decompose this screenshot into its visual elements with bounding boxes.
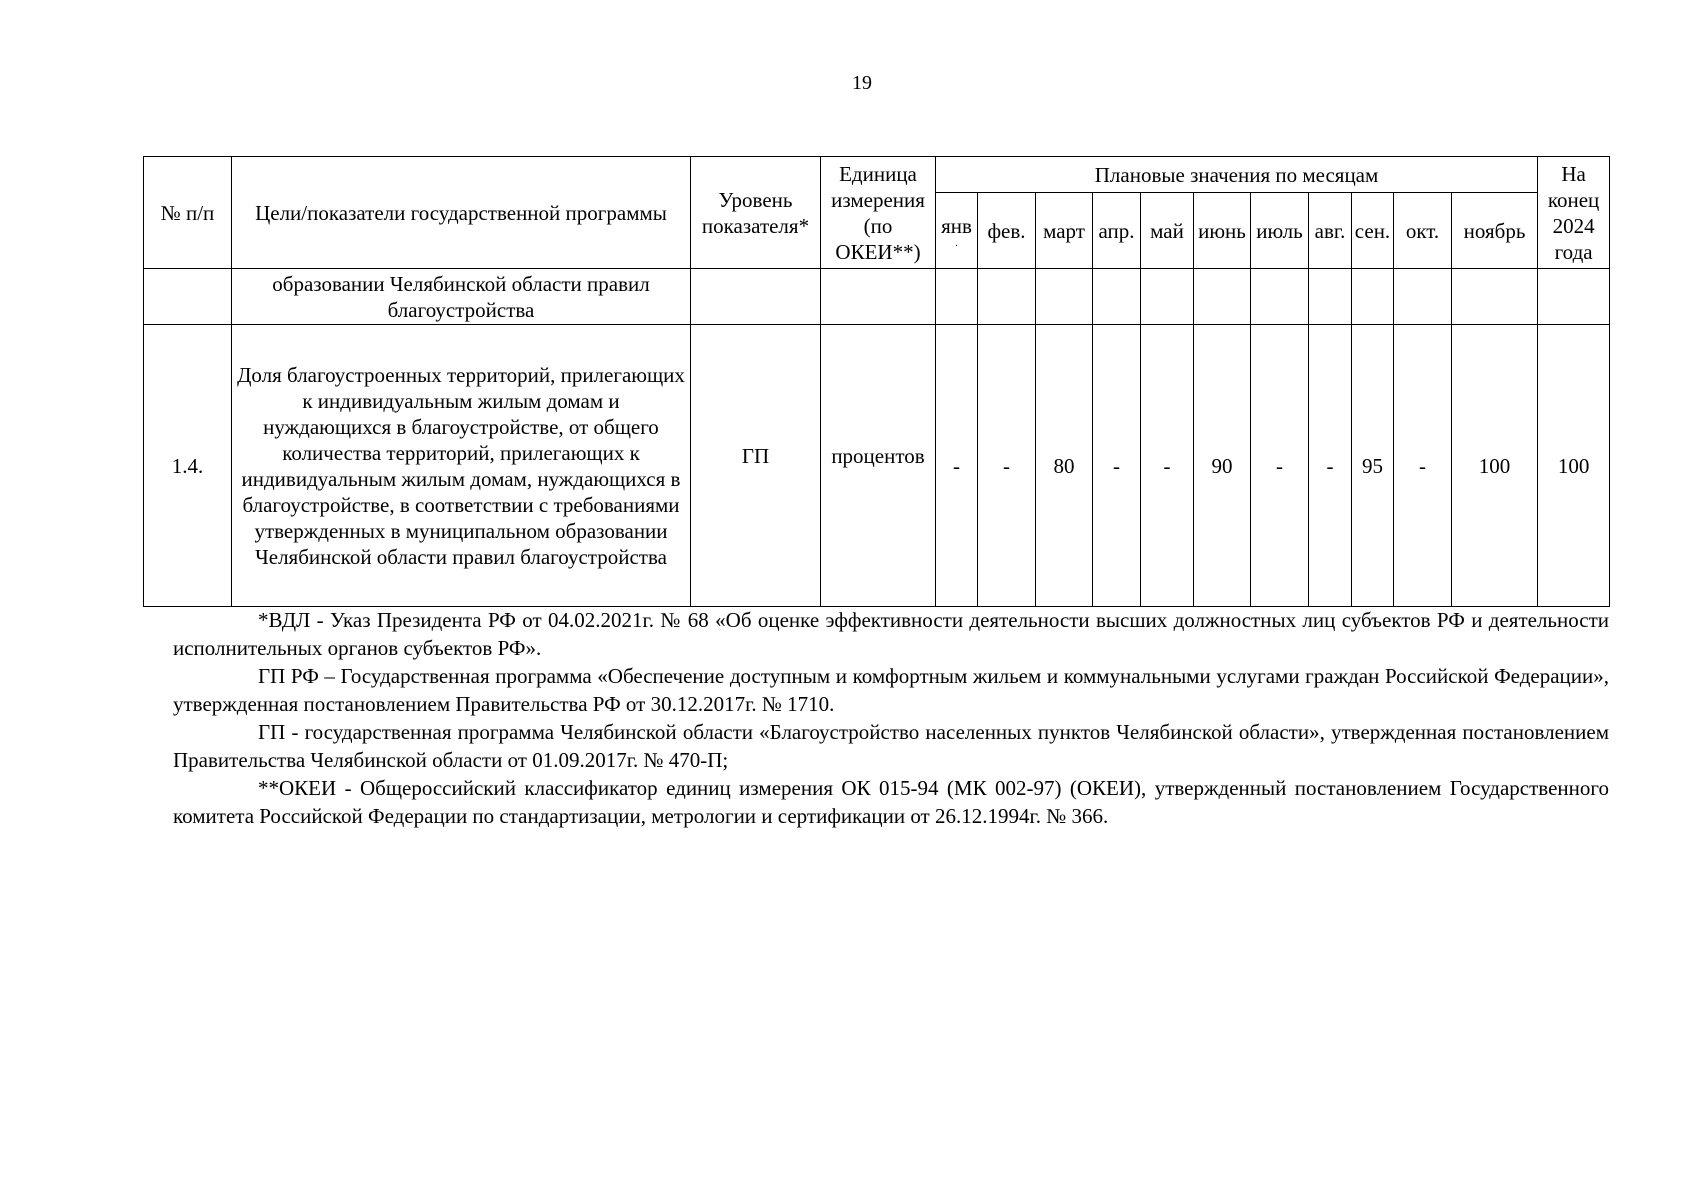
table-row: [144, 269, 1610, 325]
row-value: [1251, 269, 1309, 325]
row-num: 1.4.: [144, 325, 232, 607]
header-month: авг.: [1309, 193, 1352, 269]
row-value: -: [1394, 325, 1452, 607]
row-num: [144, 269, 232, 325]
header-row: [144, 157, 1610, 193]
row-value: [1194, 269, 1251, 325]
row-value: [978, 269, 1036, 325]
row-value: [936, 269, 978, 325]
row-year-end: [1538, 269, 1610, 325]
header-month: май: [1141, 193, 1194, 269]
table-row: [144, 325, 1610, 607]
row-goal: образовании Челябинской области правил благоустройства: [232, 269, 691, 325]
row-value: -: [1141, 325, 1194, 607]
header-goal: Цели/показатели государственной программы: [232, 157, 691, 269]
footnote-okei: **ОКЕИ - Общероссийский классификатор единиц измерения ОК 015-94 (МК 002-97) (ОКЕИ), утвержденный постановлением Государственного комитета Российской Федерации по стандартизации, метрологии и сертификации от 26.12.1994г. № 366.: [173, 776, 1609, 828]
header-month: ноябрь: [1452, 193, 1538, 269]
row-level: ГП: [691, 325, 821, 607]
row-value: -: [1093, 325, 1141, 607]
page-number: 19: [852, 72, 872, 94]
row-value: -: [936, 325, 978, 607]
footnote-vdl: *ВДЛ - Указ Президента РФ от 04.02.2021г. № 68 «Об оценке эффективности деятельности высших должностных лиц субъектов РФ и деятельности исполнительных органов субъектов РФ».: [173, 608, 1609, 660]
row-value: [1141, 269, 1194, 325]
header-num: № п/п: [144, 157, 232, 269]
row-value: -: [978, 325, 1036, 607]
row-unit: [821, 269, 936, 325]
footnote-gp: ГП - государственная программа Челябинской области «Благоустройство населенных пунктов Челябинской области», утвержденная постановлением Правительства Челябинской области от 01.09.2017г. № 470-П;: [173, 720, 1609, 772]
header-month: июнь: [1194, 193, 1251, 269]
plan-table: [143, 156, 1610, 607]
header-month: сен.: [1352, 193, 1394, 269]
row-year-end: 100: [1538, 325, 1610, 607]
row-level: [691, 269, 821, 325]
header-month: июль: [1251, 193, 1309, 269]
header-month-jan-mark: .: [955, 237, 958, 249]
row-value: -: [1251, 325, 1309, 607]
header-unit: Единица измерения (по ОКЕИ**): [821, 157, 936, 269]
row-value: -: [1309, 325, 1352, 607]
row-value: [1452, 269, 1538, 325]
row-value: [1394, 269, 1452, 325]
header-plan-group: Плановые значения по месяцам: [936, 157, 1538, 193]
header-month-jan: [936, 193, 978, 269]
header-month: окт.: [1394, 193, 1452, 269]
header-month: апр.: [1093, 193, 1141, 269]
row-value: 95: [1352, 325, 1394, 607]
row-value: 90: [1194, 325, 1251, 607]
row-value: [1093, 269, 1141, 325]
row-value: 100: [1452, 325, 1538, 607]
header-level: Уровень показателя*: [691, 157, 821, 269]
header-month: фев.: [978, 193, 1036, 269]
header-year-end: На конец 2024 года: [1538, 157, 1610, 269]
row-unit: процентов: [821, 325, 936, 607]
footnotes: [173, 606, 1609, 830]
header-month-jan-label: янв: [941, 213, 972, 238]
row-value: [1309, 269, 1352, 325]
footnote-gp-rf: ГП РФ – Государственная программа «Обеспечение доступным и комфортным жильем и коммунальными услугами граждан Российской Федерации», утвержденная постановлением Правительства РФ от 30.12.2017г. № 1710.: [173, 664, 1609, 716]
row-goal: Доля благоустроенных территорий, прилегающих к индивидуальным жилым домам и нуждающихся в благоустройстве, от общего количества территорий, прилегающих к индивидуальным жилым домам, нуждающихся в благоустройстве, в соответствии с требованиями утвержденных в муниципальном образовании Челябинской области правил благоустройства: [232, 325, 691, 607]
row-value: 80: [1036, 325, 1093, 607]
row-value: [1352, 269, 1394, 325]
row-value: [1036, 269, 1093, 325]
header-month: март: [1036, 193, 1093, 269]
